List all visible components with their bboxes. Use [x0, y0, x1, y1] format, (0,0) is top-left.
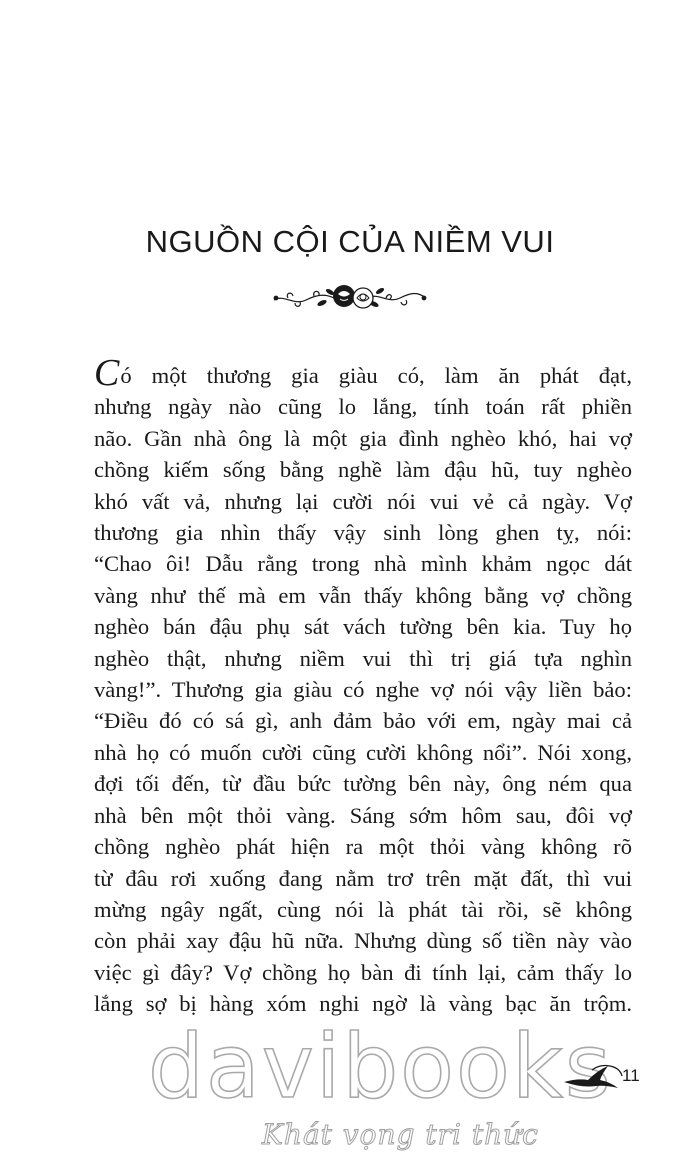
- body-line: Có một thương gia giàu có, làm ăn phát đạt,: [94, 352, 632, 394]
- body-line: vàng!”. Thương gia giàu có nghe vợ nói vậy liền bảo:: [94, 677, 632, 703]
- page-number: 11: [622, 1066, 640, 1085]
- body-line: vàng như thế mà em vẫn thấy không bằng vợ chồng: [94, 582, 632, 608]
- body-line: việc gì đây? Vợ chồng họ bàn đi tính lại, cảm thấy lo: [94, 959, 632, 985]
- body-line: khó vất vả, nhưng lại cười nói vui vẻ cả ngày. Vợ: [94, 488, 632, 514]
- body-line: chồng kiếm sống bằng nghề làm đậu hũ, tuy nghèo: [94, 457, 632, 483]
- body-line: nghèo thật, nhưng niềm vui thì trị giá tựa nghìn: [94, 645, 632, 671]
- body-line: nhà họ có muốn cười cũng cười không nổi”. Nói xong,: [94, 739, 632, 765]
- body-line: não. Gần nhà ông là một gia đình nghèo khó, hai vợ: [94, 425, 632, 451]
- body-line: nhưng ngày nào cũng lo lắng, tính toán rất phiền: [94, 394, 632, 420]
- body-line: nhà bên một thỏi vàng. Sáng sớm hôm sau, đôi vợ: [94, 802, 632, 828]
- body-line: “Điều đó có sá gì, anh đảm bảo với em, ngày mai cả: [94, 708, 632, 734]
- rose-ornament-icon: [270, 276, 430, 320]
- watermark-brand: davibooks: [148, 1015, 613, 1118]
- page-footer: [562, 1058, 672, 1090]
- drop-cap: C: [94, 352, 120, 394]
- body-line: đợi tối đến, từ đầu bức tường bên này, ông ném qua: [94, 771, 632, 797]
- body-line: từ đâu rơi xuống đang nằm trơ trên mặt đất, thì vui: [94, 865, 632, 891]
- watermark-slogan: Khát vọng tri thức: [262, 1118, 539, 1151]
- chapter-title: NGUỒN CỘI CỦA NIỀM VUI: [145, 224, 555, 259]
- body-line: thương gia nhìn thấy vậy sinh lòng ghen tỵ, nói:: [94, 520, 632, 546]
- body-line: “Chao ôi! Dẫu rằng trong nhà mình khảm ngọc dát: [94, 551, 632, 577]
- swallow-ornament-icon: [562, 1058, 626, 1090]
- body-line: chồng nghèo phát hiện ra một thỏi vàng không rõ: [94, 834, 632, 860]
- story-body: [94, 352, 632, 1020]
- body-line: lắng sợ bị hàng xóm nghi ngờ là vàng bạc ăn trộm.: [94, 991, 632, 1017]
- body-line: nghèo bán đậu phụ sát vách tường bên kia. Tuy họ: [94, 614, 632, 640]
- body-line: còn phải xay đậu hũ nữa. Nhưng dùng số tiền này vào: [94, 928, 632, 954]
- body-line: mừng ngây ngất, cùng nói là phát tài rồi, sẽ không: [94, 896, 632, 922]
